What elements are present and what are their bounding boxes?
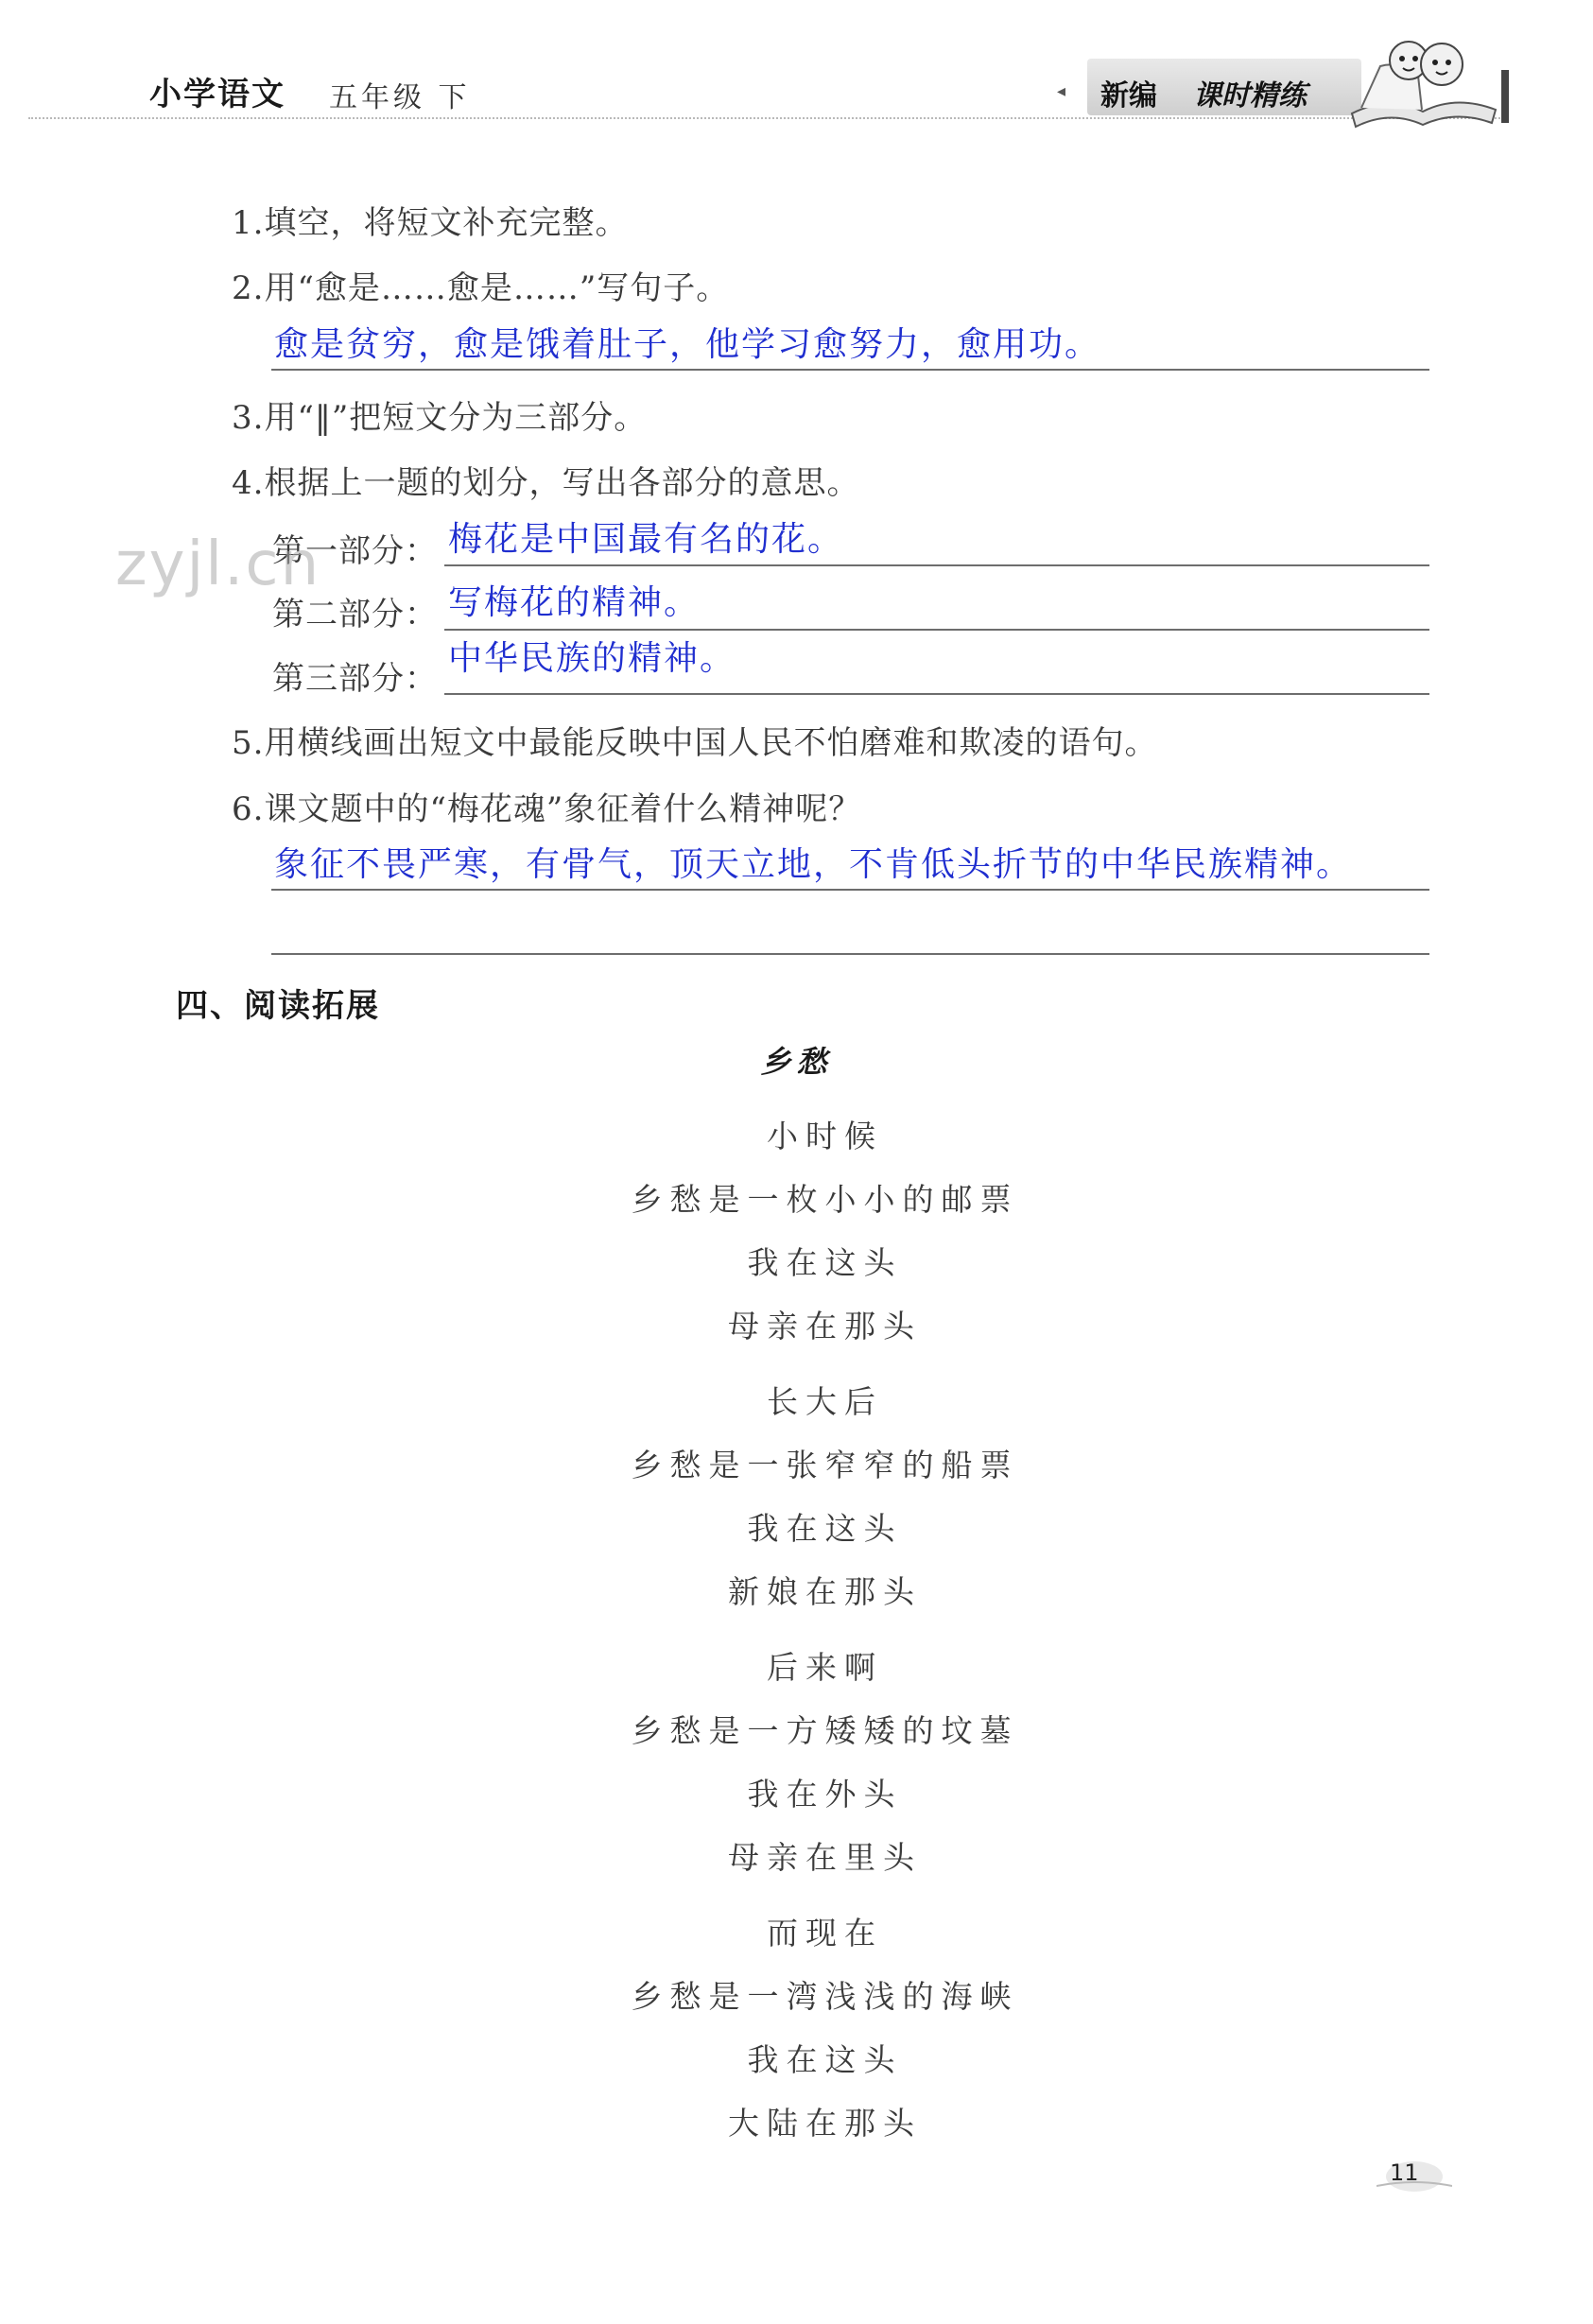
answer-line <box>271 369 1429 371</box>
question-text: 课文题中的“梅花魂”象征着什么精神呢？ <box>264 790 862 828</box>
poem-line: 长大后 <box>767 1383 883 1420</box>
series-name-b: 课时精练 <box>1193 79 1307 113</box>
question-number: 6. <box>232 790 265 828</box>
poem-line: 小时候 <box>767 1118 883 1154</box>
question-number: 1. <box>232 204 265 242</box>
poem-line: 我在这头 <box>747 1244 903 1281</box>
section-title: 四、阅读拓展 <box>176 987 380 1025</box>
part-2-answer: 写梅花的精神。 <box>448 583 701 622</box>
question-2 <box>232 262 729 308</box>
answer-line <box>444 564 1429 566</box>
question-text: 用横线画出短文中最能反映中国人民不怕磨难和欺凌的语句。 <box>264 724 1158 762</box>
answer-line <box>444 693 1429 695</box>
part-3-answer: 中华民族的精神。 <box>448 639 736 678</box>
poem-line: 乡愁是一张窄窄的船票 <box>631 1447 1019 1483</box>
cartoon-book-icon <box>1342 28 1503 130</box>
book-subject: 小学语文 <box>149 76 286 113</box>
question-number: 4. <box>232 464 265 502</box>
poem-line: 乡愁是一湾浅浅的海峡 <box>631 1978 1019 2015</box>
page-number-badge <box>1377 2154 1452 2195</box>
answer-line-blank <box>271 953 1429 955</box>
poem-line: 我在这头 <box>747 1510 903 1547</box>
poem-line: 乡愁是一枚小小的邮票 <box>631 1181 1019 1218</box>
header-edge-bar <box>1501 70 1509 123</box>
watermark-text: zyjl.cn <box>115 529 321 599</box>
book-grade: 五年级 下 <box>329 81 471 114</box>
answer-2: 愈是贫穷，愈是饿着肚子，他学习愈努力，愈用功。 <box>274 325 1101 364</box>
poem-line: 我在这头 <box>747 2041 903 2078</box>
question-3 <box>232 391 647 438</box>
question-6 <box>232 783 861 829</box>
header-divider <box>28 117 1503 119</box>
page-number: 11 <box>1390 2159 1419 2186</box>
question-4 <box>232 457 859 503</box>
triangle-left-icon: ◂ <box>1057 81 1066 101</box>
poem-line: 而现在 <box>767 1915 883 1951</box>
question-5 <box>232 717 1157 763</box>
part-1-answer: 梅花是中国最有名的花。 <box>448 520 844 559</box>
answer-6: 象征不畏严寒，有骨气，顶天立地，不肯低头折节的中华民族精神。 <box>274 845 1353 884</box>
question-text: 根据上一题的划分，写出各部分的意思。 <box>264 464 860 502</box>
question-text: 填空，将短文补充完整。 <box>264 204 629 242</box>
part-3-label: 第三部分： <box>272 660 438 698</box>
poem-line: 乡愁是一方矮矮的坟墓 <box>631 1712 1019 1749</box>
question-1 <box>232 197 628 243</box>
question-text: 用“‖”把短文分为三部分。 <box>264 399 648 437</box>
part-2-label: 第二部分： <box>272 596 438 633</box>
question-text: 用“愈是……愈是……”写句子。 <box>264 269 730 307</box>
series-name-a: 新编 <box>1100 79 1157 113</box>
question-number: 2. <box>232 269 265 307</box>
poem-line: 大陆在那头 <box>728 2105 922 2142</box>
answer-line <box>444 629 1429 631</box>
part-1-label: 第一部分： <box>272 532 438 570</box>
poem-title: 乡愁 <box>760 1044 833 1080</box>
poem-line: 后来啊 <box>767 1649 883 1686</box>
poem-line: 我在外头 <box>747 1776 903 1812</box>
question-number: 5. <box>232 724 265 762</box>
question-number: 3. <box>232 399 265 437</box>
series-banner <box>1087 59 1361 115</box>
answer-line <box>271 889 1429 891</box>
poem-line: 新娘在那头 <box>728 1573 922 1610</box>
poem-line: 母亲在里头 <box>728 1839 922 1876</box>
poem-line: 母亲在那头 <box>728 1308 922 1344</box>
